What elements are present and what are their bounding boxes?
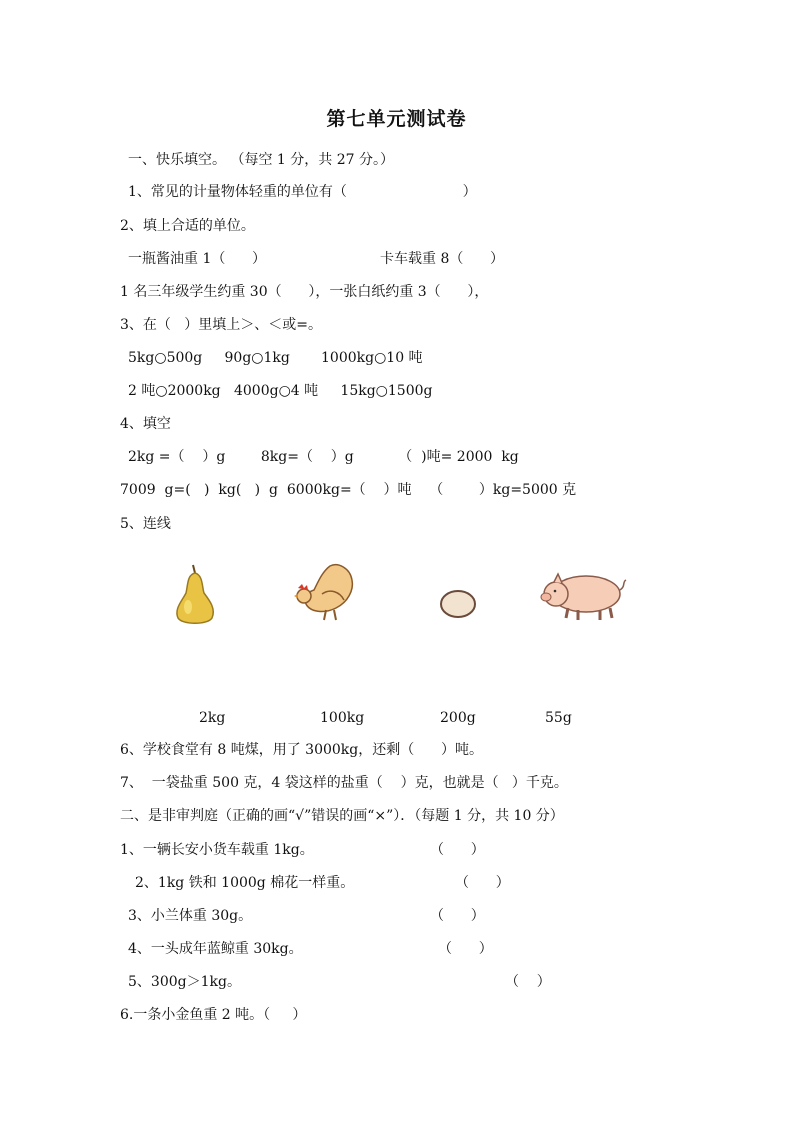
weight-option-2: 100kg	[320, 710, 365, 726]
question-3-row-1: 5kg○500g 90g○1kg 1000kg○10 吨	[128, 350, 423, 366]
weight-option-3: 200g	[440, 710, 476, 726]
judge-2-answer: （ ）	[455, 875, 510, 891]
question-4: 4、填空	[120, 416, 171, 432]
section-1-header: 一、快乐填空。 （每空 1 分，共 27 分。）	[128, 152, 394, 168]
question-4-row-2: 7009 g=( ) kg( ) g 6000kg=（ ）吨 （ ）kg=5000 克	[120, 482, 577, 498]
question-3-row-2: 2 吨○2000kg 4000g○4 吨 15kg○1500g	[128, 383, 433, 399]
judge-3: 3、小兰体重 30g。	[128, 908, 253, 924]
hen-icon	[290, 558, 360, 624]
pig-icon	[538, 570, 630, 622]
weight-option-1: 2kg	[199, 710, 226, 726]
question-7: 7、 一袋盐重 500 克，4 袋这样的盐重（ ）克，也就是（ ）千克。	[120, 775, 568, 791]
judge-4-answer: （ ）	[438, 941, 493, 957]
judge-3-answer: （ ）	[430, 908, 485, 924]
page-title: 第七单元测试卷	[326, 108, 467, 130]
question-4-row-1: 2kg =（ ）g 8kg=（ ）g （ )吨= 2000 kg	[128, 449, 519, 465]
judge-1: 1、一辆长安小货车载重 1kg。	[120, 842, 314, 858]
weight-option-4: 55g	[545, 710, 572, 726]
question-1: 1、常见的计量物体轻重的单位有（ ）	[128, 184, 477, 200]
question-2a: 一瓶酱油重 1（ ）	[128, 251, 267, 267]
judge-1-answer: （ ）	[430, 842, 485, 858]
judge-5: 5、300g＞1kg。	[128, 974, 241, 990]
question-2c: 1 名三年级学生约重 30（ ），一张白纸约重 3（ ），	[120, 284, 489, 300]
judge-5-answer: （ ）	[505, 974, 551, 990]
section-2-header: 二、是非审判庭（正确的画“√”错误的画“×”）．（每题 1 分，共 10 分）	[120, 808, 564, 824]
egg-icon	[438, 588, 478, 620]
pear-icon	[170, 563, 220, 627]
question-5: 5、连线	[120, 516, 171, 532]
question-6: 6、学校食堂有 8 吨煤，用了 3000kg，还剩（ ）吨。	[120, 742, 483, 758]
question-2b: 卡车载重 8（ ）	[380, 251, 505, 267]
judge-2: 2、1kg 铁和 1000g 棉花一样重。	[135, 875, 355, 891]
judge-6: 6.一条小金鱼重 2 吨。（ ）	[120, 1007, 307, 1023]
judge-4: 4、一头成年蓝鲸重 30kg。	[128, 941, 303, 957]
question-3: 3、在（ ）里填上＞、＜或=。	[120, 317, 322, 333]
question-2: 2、填上合适的单位。	[120, 218, 255, 234]
